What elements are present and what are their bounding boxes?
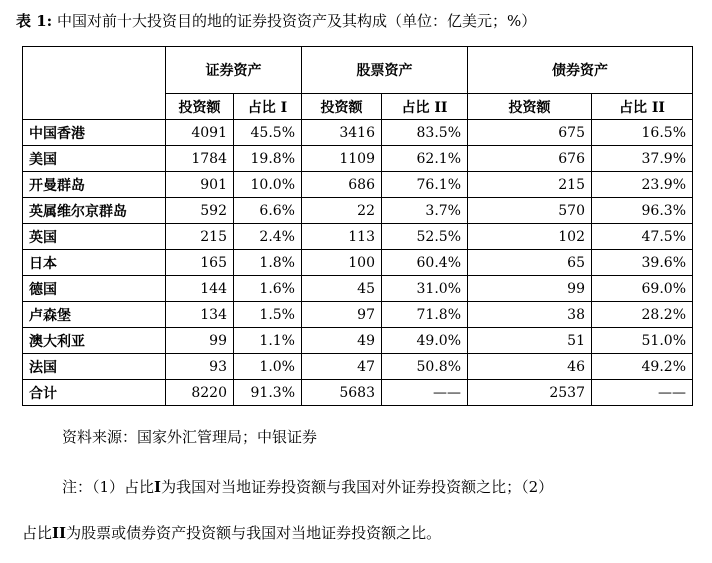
table-title-text: 中国对前十大投资目的地的证券投资资产及其构成（单位：亿美元；%） (56, 12, 537, 30)
country-name: 中国香港 (23, 120, 166, 146)
value-cell: 3.7% (382, 198, 468, 224)
table-row (23, 198, 693, 224)
value-cell: 93 (166, 354, 234, 380)
value-cell: 5683 (302, 380, 382, 406)
sub-header: 占比 I (234, 94, 302, 120)
table-row (23, 172, 693, 198)
value-cell: 45.5% (234, 120, 302, 146)
sub-header: 占比 II (592, 94, 693, 120)
value-cell: 22 (302, 198, 382, 224)
footnote-2-part-a: 占比 (22, 524, 53, 542)
value-cell: 1.0% (234, 354, 302, 380)
table-row (23, 146, 693, 172)
value-cell: 50.8% (382, 354, 468, 380)
country-name: 英国 (23, 224, 166, 250)
group-header-bonds: 债券资产 (468, 47, 693, 94)
value-cell: 49.2% (592, 354, 693, 380)
value-cell: 99 (468, 276, 592, 302)
group-header-securities: 证券资产 (166, 47, 302, 94)
value-cell: 2.4% (234, 224, 302, 250)
value-cell: —— (382, 380, 468, 406)
value-cell: 1784 (166, 146, 234, 172)
sub-header: 投资额 (302, 94, 382, 120)
table-row (23, 354, 693, 380)
table-row (23, 250, 693, 276)
value-cell: 76.1% (382, 172, 468, 198)
table-row (23, 302, 693, 328)
value-cell: —— (592, 380, 693, 406)
footnote-line-2 (22, 522, 441, 543)
sub-header: 投资额 (468, 94, 592, 120)
value-cell: 686 (302, 172, 382, 198)
country-name: 美国 (23, 146, 166, 172)
value-cell: 6.6% (234, 198, 302, 224)
table-row (23, 328, 693, 354)
value-cell: 37.9% (592, 146, 693, 172)
value-cell: 39.6% (592, 250, 693, 276)
country-name: 日本 (23, 250, 166, 276)
value-cell: 3416 (302, 120, 382, 146)
value-cell: 570 (468, 198, 592, 224)
value-cell: 1109 (302, 146, 382, 172)
value-cell: 592 (166, 198, 234, 224)
value-cell: 45 (302, 276, 382, 302)
country-name: 澳大利亚 (23, 328, 166, 354)
table-body (23, 120, 693, 406)
value-cell: 71.8% (382, 302, 468, 328)
value-cell: 97 (302, 302, 382, 328)
value-cell: 8220 (166, 380, 234, 406)
value-cell: 676 (468, 146, 592, 172)
value-cell: 2537 (468, 380, 592, 406)
value-cell: 51.0% (592, 328, 693, 354)
country-name: 德国 (23, 276, 166, 302)
table-row (23, 120, 693, 146)
value-cell: 49.0% (382, 328, 468, 354)
country-name: 英属维尔京群岛 (23, 198, 166, 224)
country-name: 开曼群岛 (23, 172, 166, 198)
value-cell: 16.5% (592, 120, 693, 146)
value-cell: 1.8% (234, 250, 302, 276)
footnote-1-part-b: I (154, 478, 162, 496)
sub-header: 投资额 (166, 94, 234, 120)
corner-cell (23, 47, 166, 120)
table-row (23, 380, 693, 406)
value-cell: 65 (468, 250, 592, 276)
value-cell: 675 (468, 120, 592, 146)
value-cell: 51 (468, 328, 592, 354)
footnote-2-part-c: 为股票或债券资产投资额与我国对当地证券投资额之比。 (66, 524, 442, 542)
footnote-1-part-c: 为我国对当地证券投资额与我国对外证券投资额之比；（2） (161, 478, 554, 496)
value-cell: 901 (166, 172, 234, 198)
country-name: 卢森堡 (23, 302, 166, 328)
value-cell: 100 (302, 250, 382, 276)
value-cell: 134 (166, 302, 234, 328)
value-cell: 23.9% (592, 172, 693, 198)
value-cell: 19.8% (234, 146, 302, 172)
source-note: 资料来源：国家外汇管理局；中银证券 (62, 428, 318, 446)
value-cell: 83.5% (382, 120, 468, 146)
sub-header: 占比 II (382, 94, 468, 120)
value-cell: 60.4% (382, 250, 468, 276)
value-cell: 69.0% (592, 276, 693, 302)
value-cell: 49 (302, 328, 382, 354)
value-cell: 62.1% (382, 146, 468, 172)
country-name: 合计 (23, 380, 166, 406)
table-title (16, 10, 536, 31)
value-cell: 102 (468, 224, 592, 250)
value-cell: 113 (302, 224, 382, 250)
value-cell: 96.3% (592, 198, 693, 224)
value-cell: 1.1% (234, 328, 302, 354)
value-cell: 1.6% (234, 276, 302, 302)
footnote-2-part-b: II (52, 524, 67, 542)
group-header-stocks: 股票资产 (302, 47, 468, 94)
value-cell: 47.5% (592, 224, 693, 250)
country-name: 法国 (23, 354, 166, 380)
value-cell: 144 (166, 276, 234, 302)
value-cell: 47 (302, 354, 382, 380)
value-cell: 31.0% (382, 276, 468, 302)
footnote-line-1 (62, 476, 553, 497)
value-cell: 10.0% (234, 172, 302, 198)
value-cell: 99 (166, 328, 234, 354)
value-cell: 28.2% (592, 302, 693, 328)
footnote-1-part-a: 注：（1）占比 (62, 478, 155, 496)
value-cell: 4091 (166, 120, 234, 146)
securities-table (22, 46, 693, 406)
value-cell: 52.5% (382, 224, 468, 250)
table-row (23, 224, 693, 250)
value-cell: 215 (468, 172, 592, 198)
value-cell: 215 (166, 224, 234, 250)
group-header-row (23, 47, 693, 94)
value-cell: 1.5% (234, 302, 302, 328)
value-cell: 91.3% (234, 380, 302, 406)
value-cell: 46 (468, 354, 592, 380)
value-cell: 165 (166, 250, 234, 276)
table-title-prefix: 表 1: (16, 12, 53, 30)
table-row (23, 276, 693, 302)
value-cell: 38 (468, 302, 592, 328)
